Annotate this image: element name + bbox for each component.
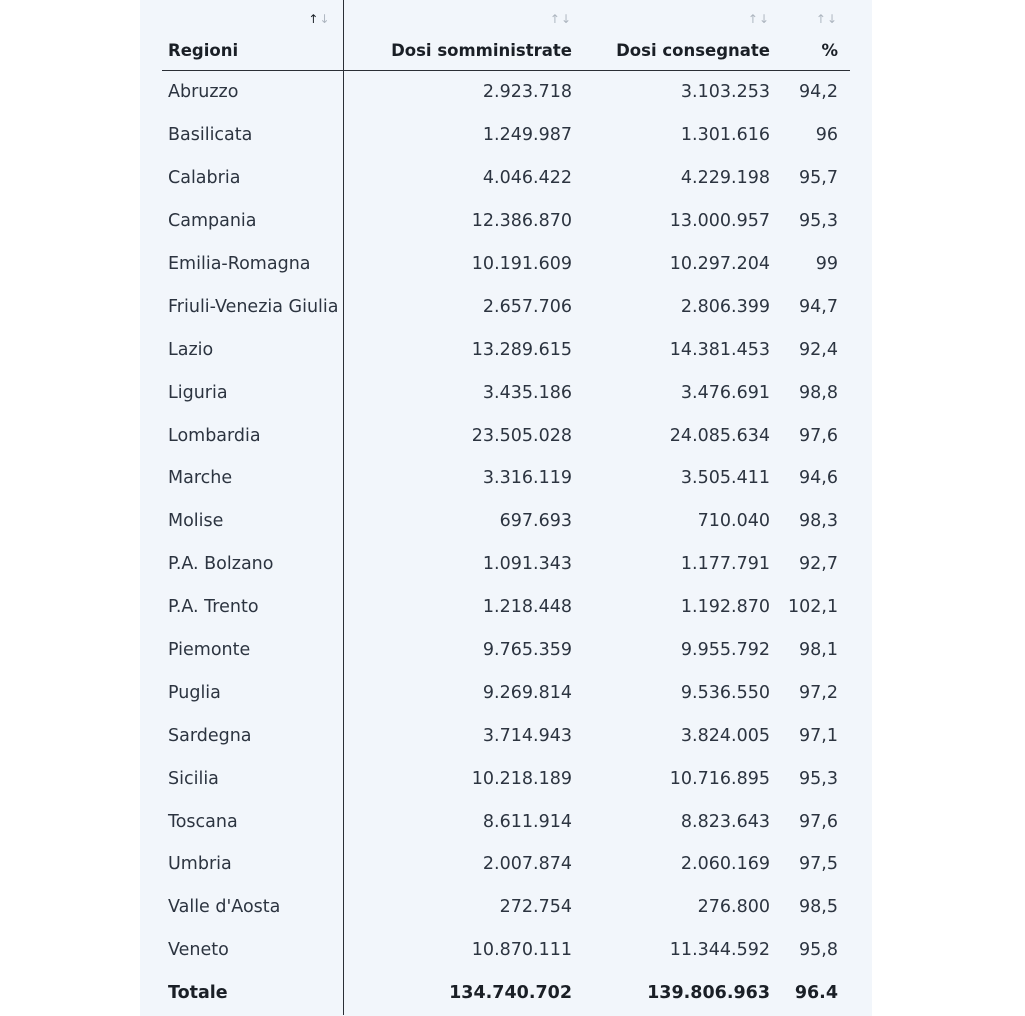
cell-region: Lazio [162,328,343,371]
cell-region: Sicilia [162,757,343,800]
table-row [162,200,850,243]
cell-dosi-somministrate: 2.657.706 [482,296,572,317]
cell-region: Liguria [162,371,343,414]
cell-percent: 99 [815,254,838,274]
cell-dosi-somministrate: 3.316.119 [482,468,572,489]
cell-region: Veneto [162,929,343,972]
sort-toggle[interactable] [308,12,330,26]
table-row [162,71,850,114]
cell-percent: 102,1 [788,597,839,618]
cell-dosi-consegnate: 3.476.691 [680,382,770,403]
cell-percent: 92,4 [799,339,838,360]
cell-region: Lombardia [162,414,343,457]
table-row [162,328,850,371]
total-row [162,972,850,1015]
cell-dosi-consegnate: 9.536.550 [680,682,770,703]
cell-region: Toscana [162,800,343,843]
table-row [162,457,850,500]
table-row [162,886,850,929]
cell-region: Valle d'Aosta [162,886,343,929]
cell-dosi-somministrate: 13.289.615 [471,339,572,360]
cell-dosi-consegnate: 1.301.616 [680,125,770,146]
cell-dosi-somministrate: 2.007.874 [482,854,572,875]
cell-region: Emilia-Romagna [162,243,343,286]
cell-dosi-somministrate: 3.435.186 [482,382,572,403]
table-body [162,71,850,972]
sort-up-icon: ↑ [549,12,561,26]
cell-percent: 95,7 [799,168,838,189]
cell-percent: 98,5 [799,897,838,918]
cell-region: Puglia [162,671,343,714]
cell-percent: 94,6 [799,468,838,489]
sort-up-icon: ↑ [815,12,827,26]
sort-up-icon: ↑ [308,12,320,26]
cell-dosi-consegnate: 3.824.005 [680,725,770,746]
cell-percent: 97,5 [799,854,838,875]
cell-dosi-somministrate: 10.191.609 [471,254,572,274]
cell-dosi-consegnate: 3.103.253 [680,82,770,103]
table-row [162,714,850,757]
cell-dosi-consegnate: 3.505.411 [680,468,770,489]
cell-region: Sardegna [162,714,343,757]
cell-dosi-consegnate: 8.823.643 [680,811,770,832]
table-row [162,500,850,543]
total-label: Totale [162,972,343,1015]
cell-percent: 97,6 [799,811,838,832]
table-footer [162,972,850,1015]
table-row [162,157,850,200]
table-header [162,0,850,71]
cell-percent: 95,3 [799,768,838,789]
table-row [162,543,850,586]
sort-down-icon: ↓ [319,12,331,26]
cell-region: Friuli-Venezia Giulia [162,285,343,328]
cell-dosi-somministrate: 2.923.718 [482,82,572,103]
cell-dosi-somministrate: 23.505.028 [471,425,572,446]
table-row [162,586,850,629]
cell-dosi-consegnate: 9.955.792 [680,640,770,661]
cell-dosi-consegnate: 24.085.634 [669,425,770,446]
cell-dosi-consegnate: 1.192.870 [680,597,770,618]
table-row [162,671,850,714]
table-row [162,929,850,972]
cell-dosi-consegnate: 1.177.791 [680,554,770,575]
cell-percent: 94,7 [799,296,838,317]
column-header-regioni[interactable] [162,0,343,71]
cell-dosi-consegnate: 276.800 [697,897,770,918]
cell-dosi-somministrate: 4.046.422 [482,168,572,189]
cell-dosi-somministrate: 10.870.111 [471,940,572,961]
cell-dosi-somministrate: 272.754 [499,897,572,918]
cell-region: Basilicata [162,114,343,157]
cell-region: Marche [162,457,343,500]
cell-region: Abruzzo [162,71,343,114]
cell-percent: 96 [815,125,838,146]
table-row [162,243,850,286]
sort-down-icon: ↓ [758,12,770,26]
table-row [162,371,850,414]
cell-dosi-consegnate: 14.381.453 [669,339,770,360]
table-row [162,843,850,886]
cell-dosi-somministrate: 10.218.189 [471,768,572,789]
cell-dosi-consegnate: 4.229.198 [680,168,770,189]
total-dosi-consegnate: 139.806.963 [647,983,770,1004]
cell-dosi-somministrate: 1.218.448 [482,597,572,618]
column-header-dosi-consegnate[interactable] [584,0,782,71]
table-panel [140,0,872,1016]
cell-dosi-consegnate: 11.344.592 [669,940,770,961]
table-row [162,114,850,157]
sort-toggle[interactable] [550,12,572,26]
table-row [162,285,850,328]
total-percent: 96.4 [794,983,838,1004]
cell-region: P.A. Bolzano [162,543,343,586]
table-row [162,629,850,672]
cell-region: Calabria [162,157,343,200]
cell-dosi-somministrate: 1.091.343 [482,554,572,575]
column-header-label: Dosi consegnate [616,41,770,60]
cell-percent: 95,3 [799,211,838,232]
cell-dosi-somministrate: 1.249.987 [482,125,572,146]
cell-dosi-consegnate: 2.060.169 [680,854,770,875]
column-header-percent[interactable] [782,0,850,71]
cell-percent: 92,7 [799,554,838,575]
cell-percent: 98,3 [799,511,838,532]
cell-region: P.A. Trento [162,586,343,629]
table-row [162,414,850,457]
total-dosi-somministrate: 134.740.702 [449,983,572,1004]
column-header-dosi-somministrate[interactable] [343,0,584,71]
cell-dosi-somministrate: 8.611.914 [482,811,572,832]
cell-percent: 95,8 [799,940,838,961]
cell-dosi-somministrate: 3.714.943 [482,725,572,746]
column-header-label: % [821,41,838,60]
sort-down-icon: ↓ [826,12,838,26]
cell-percent: 98,1 [799,640,838,661]
cell-region: Umbria [162,843,343,886]
cell-percent: 97,2 [799,682,838,703]
cell-dosi-somministrate: 9.269.814 [482,682,572,703]
cell-dosi-consegnate: 10.297.204 [669,254,770,274]
sort-down-icon: ↓ [560,12,572,26]
table-row [162,757,850,800]
cell-dosi-somministrate: 697.693 [499,511,572,532]
cell-percent: 97,1 [799,725,838,746]
cell-percent: 98,8 [799,382,838,403]
sort-toggle[interactable] [748,12,770,26]
cell-dosi-somministrate: 12.386.870 [471,211,572,232]
cell-dosi-consegnate: 710.040 [697,511,770,532]
column-header-label: Dosi somministrate [391,41,572,60]
cell-region: Molise [162,500,343,543]
cell-dosi-somministrate: 9.765.359 [482,640,572,661]
cell-dosi-consegnate: 2.806.399 [680,296,770,317]
cell-percent: 97,6 [799,425,838,446]
sort-up-icon: ↑ [747,12,759,26]
cell-region: Campania [162,200,343,243]
vaccine-doses-table [162,0,850,1015]
cell-dosi-consegnate: 13.000.957 [669,211,770,232]
column-header-label: Regioni [168,41,239,60]
cell-dosi-consegnate: 10.716.895 [669,768,770,789]
table-row [162,800,850,843]
sort-toggle[interactable] [816,12,838,26]
cell-region: Piemonte [162,629,343,672]
cell-percent: 94,2 [799,82,838,103]
